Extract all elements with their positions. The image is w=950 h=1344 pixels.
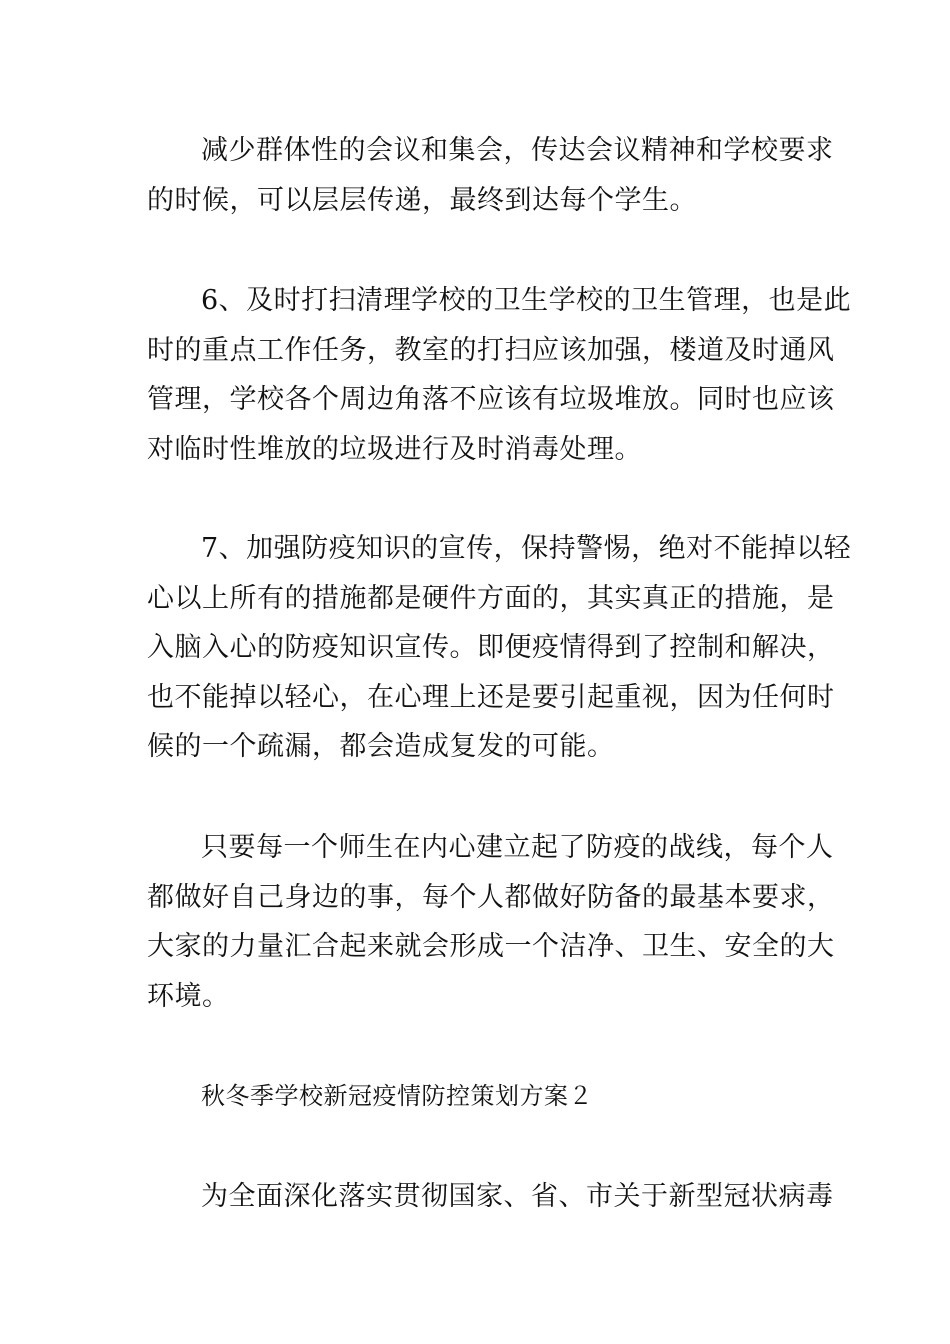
text-line: 心以上所有的措施都是硬件方面的，其实真正的措施，是 [147, 582, 835, 614]
paragraph-item-6-cleaning [147, 276, 852, 474]
text-line: 为全面深化落实贯彻国家、省、市关于新型冠状病毒 [201, 1181, 834, 1212]
text-line: 都做好自己身边的事，每个人都做好防备的最基本要求， [147, 881, 835, 913]
text-line: 入脑入心的防疫知识宣传。即便疫情得到了控制和解决， [147, 632, 835, 663]
paragraph-item-7-awareness [147, 524, 852, 772]
text-line: 也不能掉以轻心，在心理上还是要引起重视，因为任何时 [147, 681, 835, 713]
text-line: 候的一个疏漏，都会造成复发的可能。 [147, 731, 615, 762]
text-line: 减少群体性的会议和集会，传达会议精神和学校要求 [201, 135, 834, 166]
paragraph-plan-2-intro [147, 1172, 834, 1222]
text-line: 时的重点工作任务，教室的打扫应该加强，楼道及时通风 [147, 334, 835, 366]
text-line: 7、加强防疫知识的宣传，保持警惕，绝对不能掉以轻 [201, 533, 852, 564]
text-line: 对临时性堆放的垃圾进行及时消毒处理。 [147, 433, 642, 465]
text-line: 环境。 [147, 980, 230, 1012]
section-heading-plan-2 [147, 1072, 809, 1122]
paragraph-conclusion [147, 823, 835, 1021]
text-line: 的时候，可以层层传递，最终到达每个学生。 [147, 184, 697, 216]
text-line: 大家的力量汇合起来就会形成一个洁净、卫生、安全的大 [147, 931, 835, 962]
text-line: 管理，学校各个周边角落不应该有垃圾堆放。同时也应该 [147, 384, 835, 415]
paragraph-meeting-reduction [147, 126, 834, 225]
text-line: 6、及时打扫清理学校的卫生学校的卫生管理，也是此 [201, 285, 852, 316]
heading-text: 秋冬季学校新冠疫情防控策划方案２ [201, 1082, 593, 1110]
text-line: 只要每一个师生在内心建立起了防疫的战线，每个人 [201, 832, 834, 863]
